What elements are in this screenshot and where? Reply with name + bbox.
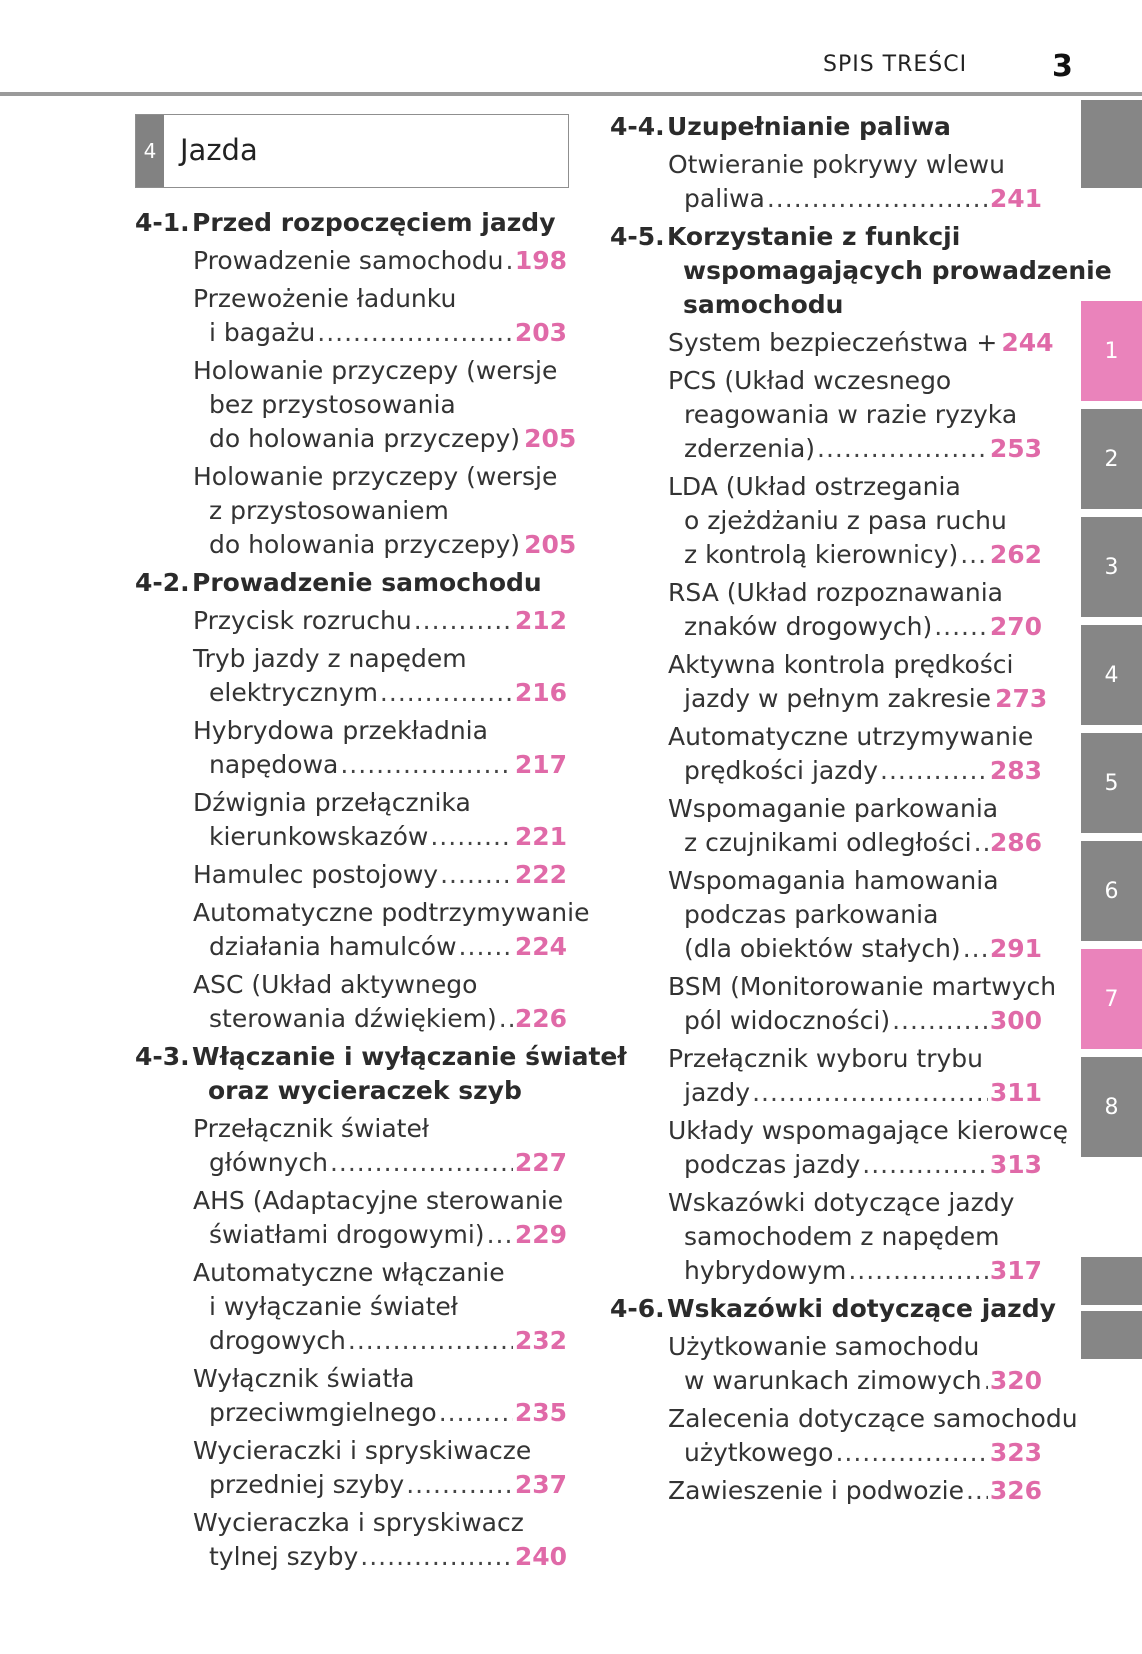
toc-entry[interactable] (193, 244, 567, 278)
toc-entry-text: z przystosowaniem (209, 496, 449, 525)
toc-section-title: Przed rozpoczęciem jazdy (192, 208, 556, 237)
toc-entry[interactable] (668, 364, 1042, 466)
toc-entry[interactable] (668, 648, 1048, 716)
leader-dots (984, 1364, 988, 1398)
leader-dots (414, 604, 513, 638)
toc-entry-text: przeciwmgielnego (209, 1398, 437, 1427)
toc-entry-text: w warunkach zimowych (684, 1366, 982, 1395)
toc-entry-text: Holowanie przyczepy (wersje (193, 462, 558, 491)
leader-dots (439, 1396, 513, 1430)
toc-entry[interactable] (668, 1186, 1042, 1288)
leader-dots (459, 930, 513, 964)
toc-section-title: Prowadzenie samochodu (192, 568, 542, 597)
toc-entry[interactable] (668, 1402, 1078, 1470)
toc-entry-text: użytkowego (684, 1438, 834, 1467)
toc-entry-text: Wyłącznik światła (193, 1364, 415, 1393)
toc-section-title: Wskazówki dotyczące jazdy (667, 1294, 1056, 1323)
toc-entry-page[interactable]: 205 (524, 424, 577, 453)
toc-entry[interactable] (193, 714, 567, 782)
toc-entry-text: napędowa (209, 750, 339, 779)
toc-entry-page[interactable]: 232 (514, 1326, 567, 1355)
toc-entry-page[interactable]: 216 (514, 678, 567, 707)
toc-entry-page[interactable]: 224 (514, 932, 567, 961)
toc-section-number: 4-3. (135, 1042, 190, 1071)
toc-section-heading (135, 206, 556, 240)
toc-entry-page[interactable]: 241 (989, 184, 1042, 213)
toc-entry-text: Zalecenia dotyczące samochodu (668, 1404, 1078, 1433)
toc-section-title: wspomagających prowadzenie (683, 256, 1112, 285)
toc-entry-text: światłami drogowymi) (209, 1220, 485, 1249)
chapter-tab-blank[interactable] (1081, 1311, 1142, 1359)
toc-section-heading (135, 1040, 627, 1108)
toc-entry-text: LDA (Układ ostrzegania (668, 472, 961, 501)
toc-entry[interactable] (668, 720, 1042, 788)
leader-dots (380, 676, 513, 710)
toc-entry-page[interactable]: 323 (989, 1438, 1042, 1467)
toc-entry-text: Wskazówki dotyczące jazdy (668, 1188, 1015, 1217)
leader-dots (963, 932, 988, 966)
toc-entry-text: Przewożenie ładunku (193, 284, 457, 313)
leader-dots (406, 1468, 513, 1502)
toc-entry-text: jazdy (684, 1078, 751, 1107)
toc-entry-text: Przełącznik świateł (193, 1114, 429, 1143)
toc-entry-page[interactable]: 227 (514, 1148, 567, 1177)
toc-entry[interactable] (668, 1042, 1042, 1110)
toc-entry-text: samochodem z napędem (684, 1222, 1000, 1251)
chapter-tab-5[interactable] (1081, 733, 1142, 833)
toc-entry-text: Wycieraczka i spryskiwacz (193, 1508, 524, 1537)
toc-entry-page[interactable]: 222 (514, 860, 567, 889)
toc-entry-page[interactable]: 212 (514, 606, 567, 635)
toc-entry-page[interactable]: 283 (989, 756, 1042, 785)
toc-entry-text: (dla obiektów stałych) (684, 934, 961, 963)
chapter-tab-6[interactable] (1081, 841, 1142, 941)
chapter-tab-label: 3 (1104, 554, 1119, 580)
toc-entry-page[interactable]: 205 (524, 530, 577, 559)
toc-entry-page[interactable]: 300 (989, 1006, 1042, 1035)
toc-entry[interactable] (193, 1506, 567, 1574)
toc-entry-page[interactable]: 326 (989, 1476, 1042, 1505)
toc-section-number: 4-2. (135, 568, 190, 597)
toc-entry-text: Hamulec postojowy (193, 860, 439, 889)
leader-dots (848, 1254, 987, 1288)
chapter-tab-blank[interactable] (1081, 1257, 1142, 1305)
chapter-tab-label: 2 (1104, 446, 1119, 472)
leader-dots (934, 610, 988, 644)
toc-section-heading (610, 220, 1112, 322)
toc-entry-text: z kontrolą kierownicy) (684, 540, 959, 569)
chapter-tab-label: 4 (1104, 662, 1119, 688)
leader-dots (330, 1146, 513, 1180)
chapter-tab-label: 6 (1104, 878, 1119, 904)
toc-entry-text: prędkości jazdy (684, 756, 878, 785)
toc-section-heading (610, 110, 951, 144)
toc-entry-text: sterowania dźwiękiem) (209, 1004, 497, 1033)
toc-entry[interactable] (193, 896, 590, 964)
toc-entry-page[interactable]: 253 (989, 434, 1042, 463)
toc-entry[interactable] (193, 460, 577, 562)
toc-entry-text: Przycisk rozruchu (193, 606, 412, 635)
toc-entry[interactable] (193, 1256, 567, 1358)
chapter-tab-2[interactable] (1081, 409, 1142, 509)
page-header-title: SPIS TREŚCI (823, 52, 968, 77)
toc-entry-text: Dźwignia przełącznika (193, 788, 471, 817)
toc-entry[interactable] (668, 1114, 1069, 1182)
toc-entry-text: Użytkowanie samochodu (668, 1332, 980, 1361)
chapter-tab-3[interactable] (1081, 517, 1142, 617)
chapter-tab-1[interactable] (1081, 301, 1142, 401)
toc-entry[interactable] (668, 576, 1042, 644)
toc-entry[interactable] (193, 642, 567, 710)
toc-section-number: 4-5. (610, 222, 665, 251)
toc-entry-page[interactable]: 226 (514, 1004, 567, 1033)
toc-entry-page[interactable]: 229 (514, 1220, 567, 1249)
toc-entry-text: System bezpieczeństwa + (668, 328, 998, 357)
toc-entry-text: podczas parkowania (684, 900, 939, 929)
toc-section-title: oraz wycieraczek szyb (208, 1076, 522, 1105)
toc-entry-page[interactable]: 311 (989, 1078, 1042, 1107)
toc-entry-text: Tryb jazdy z napędem (193, 644, 467, 673)
leader-dots (499, 1002, 513, 1036)
toc-entry[interactable] (668, 326, 1054, 360)
toc-entry-text: przedniej szyby (209, 1470, 405, 1499)
toc-entry-text: Hybrydowa przekładnia (193, 716, 488, 745)
leader-dots (880, 754, 988, 788)
toc-entry-text: pól widoczności) (684, 1006, 891, 1035)
leader-dots (506, 244, 513, 278)
toc-entry[interactable] (668, 792, 1042, 860)
toc-entry-page[interactable]: 203 (514, 318, 567, 347)
leader-dots (440, 858, 513, 892)
toc-entry-text: ASC (Układ aktywnego (193, 970, 478, 999)
toc-entry-page[interactable]: 221 (514, 822, 567, 851)
toc-entry-text: głównych (209, 1148, 328, 1177)
toc-entry-text: tylnej szyby (209, 1542, 359, 1571)
toc-entry-text: Aktywna kontrola prędkości (668, 650, 1014, 679)
toc-entry-text: i bagażu (209, 318, 316, 347)
toc-entry[interactable] (193, 968, 567, 1036)
toc-entry-page[interactable]: 235 (514, 1398, 567, 1427)
leader-dots (892, 1004, 988, 1038)
toc-entry-page[interactable]: 217 (514, 750, 567, 779)
toc-entry-page[interactable]: 320 (989, 1366, 1042, 1395)
toc-entry-page[interactable]: 273 (995, 684, 1048, 713)
leader-dots (862, 1148, 988, 1182)
toc-entry-text: Wycieraczki i spryskiwacze (193, 1436, 532, 1465)
chapter-tab-7[interactable] (1081, 949, 1142, 1049)
chapter-tab-label: 7 (1104, 986, 1119, 1012)
chapter-tab-8[interactable] (1081, 1057, 1142, 1157)
toc-entry-text: Przełącznik wyboru trybu (668, 1044, 983, 1073)
chapter-tab-label: 8 (1104, 1094, 1119, 1120)
toc-entry-text: Zawieszenie i podwozie (668, 1476, 964, 1505)
toc-entry-page[interactable]: 237 (514, 1470, 567, 1499)
page-number: 3 (1052, 49, 1073, 84)
toc-entry[interactable] (193, 1112, 567, 1180)
toc-entry-page[interactable]: 198 (514, 246, 567, 275)
toc-section-heading (610, 1292, 1056, 1326)
leader-dots (974, 826, 988, 860)
toc-section-title: Korzystanie z funkcji (667, 222, 961, 251)
leader-dots (430, 820, 512, 854)
toc-entry-text: jazdy w pełnym zakresie (684, 684, 992, 713)
leader-dots (835, 1436, 987, 1470)
toc-entry-text: Otwieranie pokrywy wlewu (668, 150, 1005, 179)
chapter-tab-label: 5 (1104, 770, 1119, 796)
toc-entry[interactable] (668, 1330, 1042, 1398)
toc-entry[interactable] (193, 354, 577, 456)
toc-entry[interactable] (668, 470, 1042, 572)
toc-section-number: 4-1. (135, 208, 190, 237)
toc-section-heading (135, 566, 542, 600)
chapter-heading (135, 114, 569, 188)
header-divider (0, 92, 1142, 96)
toc-entry[interactable] (193, 282, 567, 350)
leader-dots (360, 1540, 513, 1574)
toc-entry-text: działania hamulców (209, 932, 457, 961)
chapter-tab-label: 1 (1104, 338, 1119, 364)
toc-entry-text: Wspomagania hamowania (668, 866, 999, 895)
leader-dots (966, 1474, 988, 1508)
toc-entry-page[interactable]: 270 (989, 612, 1042, 641)
chapter-number: 4 (136, 115, 164, 187)
toc-entry[interactable] (668, 148, 1042, 216)
toc-section-number: 4-4. (610, 112, 665, 141)
toc-entry[interactable] (668, 1474, 1042, 1508)
toc-entry[interactable] (193, 858, 567, 892)
chapter-tab-4[interactable] (1081, 625, 1142, 725)
leader-dots (817, 432, 988, 466)
toc-entry-text: kierunkowskazów (209, 822, 429, 851)
leader-dots (767, 182, 988, 216)
leader-dots (752, 1076, 988, 1110)
toc-entry-text: do holowania przyczepy) (209, 530, 521, 559)
toc-entry-text: podczas jazdy (684, 1150, 861, 1179)
toc-entry[interactable] (193, 1434, 567, 1502)
toc-entry[interactable] (193, 1362, 567, 1430)
toc-entry-text: reagowania w razie ryzyka (684, 400, 1018, 429)
toc-entry-page[interactable]: 244 (1001, 328, 1054, 357)
toc-entry-text: paliwa (684, 184, 765, 213)
toc-entry-text: RSA (Układ rozpoznawania (668, 578, 1003, 607)
toc-entry-page[interactable]: 240 (514, 1542, 567, 1571)
toc-entry-text: BSM (Monitorowanie martwych (668, 972, 1057, 1001)
toc-entry-text: Układy wspomagające kierowcę (668, 1116, 1069, 1145)
toc-section-title: Włączanie i wyłączanie świateł (192, 1042, 627, 1071)
toc-entry[interactable] (668, 970, 1057, 1038)
leader-dots (317, 316, 513, 350)
toc-entry-page[interactable]: 262 (989, 540, 1042, 569)
toc-entry-text: znaków drogowych) (684, 612, 933, 641)
toc-entry-page[interactable]: 286 (989, 828, 1042, 857)
toc-entry-text: zderzenia) (684, 434, 816, 463)
toc-entry-text: Holowanie przyczepy (wersje (193, 356, 558, 385)
leader-dots (487, 1218, 513, 1252)
toc-entry-text: drogowych (209, 1326, 346, 1355)
toc-entry-text: Wspomaganie parkowania (668, 794, 999, 823)
toc-section-title: Uzupełnianie paliwa (667, 112, 951, 141)
toc-entry-text: hybrydowym (684, 1256, 847, 1285)
leader-dots (340, 748, 512, 782)
toc-entry-text: i wyłączanie świateł (209, 1292, 458, 1321)
toc-entry-page[interactable]: 291 (989, 934, 1042, 963)
toc-entry-text: do holowania przyczepy) (209, 424, 521, 453)
chapter-title: Jazda (180, 133, 258, 167)
toc-section-title: samochodu (683, 290, 844, 319)
toc-entry-page[interactable]: 317 (989, 1256, 1042, 1285)
leader-dots (960, 538, 988, 572)
toc-section-number: 4-6. (610, 1294, 665, 1323)
toc-entry-text: AHS (Adaptacyjne sterowanie (193, 1186, 564, 1215)
toc-entry[interactable] (193, 786, 567, 854)
toc-entry-text: bez przystosowania (209, 390, 456, 419)
toc-entry-text: z czujnikami odległości (684, 828, 972, 857)
toc-entry-text: PCS (Układ wczesnego (668, 366, 952, 395)
toc-entry[interactable] (668, 864, 1042, 966)
toc-entry-text: elektrycznym (209, 678, 378, 707)
chapter-tab-blank[interactable] (1081, 100, 1142, 188)
toc-entry-text: Automatyczne podtrzymywanie (193, 898, 590, 927)
toc-entry-text: o zjeżdżaniu z pasa ruchu (684, 506, 1007, 535)
leader-dots (348, 1324, 513, 1358)
toc-entry-text: Automatyczne włączanie (193, 1258, 505, 1287)
toc-entry[interactable] (193, 1184, 567, 1252)
toc-entry-text: Automatyczne utrzymywanie (668, 722, 1034, 751)
toc-entry-page[interactable]: 313 (989, 1150, 1042, 1179)
toc-entry-text: Prowadzenie samochodu (193, 246, 504, 275)
toc-entry[interactable] (193, 604, 567, 638)
